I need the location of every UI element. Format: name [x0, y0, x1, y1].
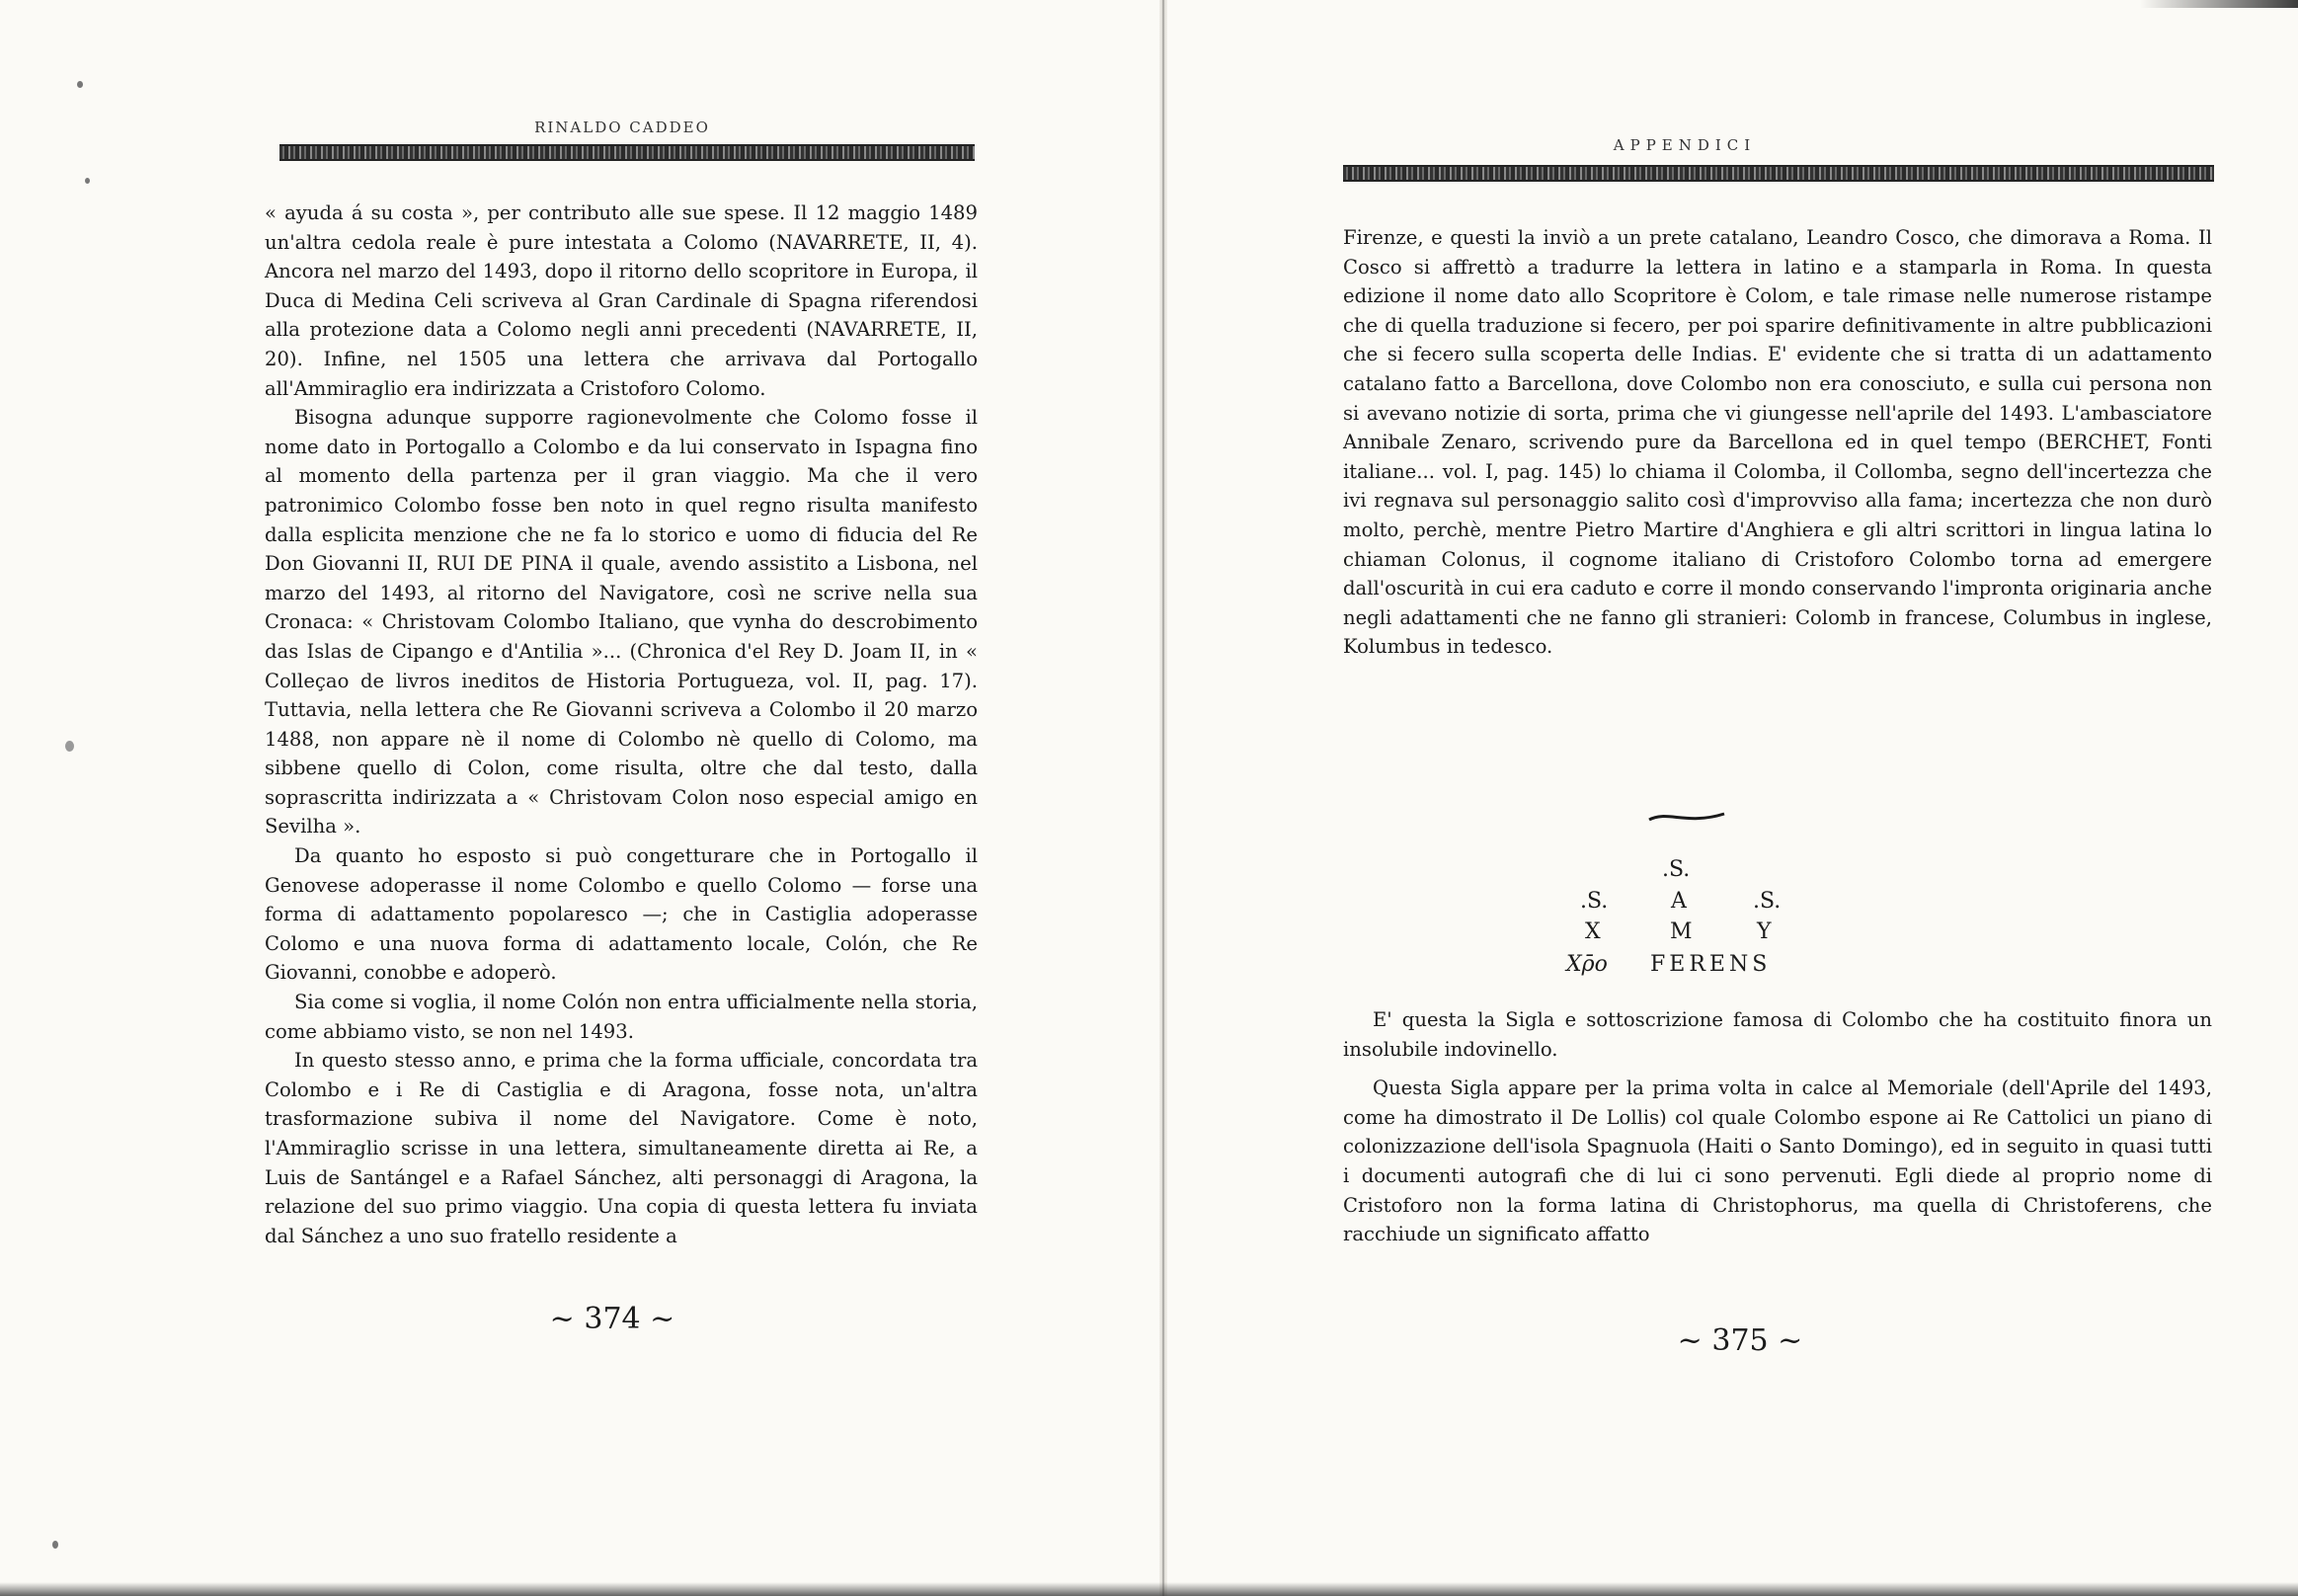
scan-speck	[65, 741, 74, 752]
left-running-head: RINALDO CADDEO	[534, 119, 710, 136]
sigla-cell: .S.	[1580, 889, 1609, 914]
right-body-text-lower	[1343, 1005, 2212, 1249]
right-paragraph: Questa Sigla appare per la prima volta in calce al Memoriale (dell'Aprile del 1493, come ha dimostrato il De Lollis) col quale Colombo espone ai Re Cattolici un piano di colonizzazione dell'isola Spagnuola (Haiti o Santo Domingo), ed in seguito in quasi tutti i documenti autografi che di lui ci sono pervenuti. Egli diede al proprio nome di Cristoforo non la forma latina di Christophorus, ma quella di Christoferens, che racchiude un significato affatto	[1343, 1077, 2212, 1246]
ornamental-swash	[1647, 808, 1726, 828]
gutter-fold-line	[1162, 0, 1164, 1596]
sigla-cell: X	[1585, 919, 1601, 944]
sigla-ferens: FERENS	[1650, 952, 1772, 977]
right-page	[1167, 0, 2298, 1596]
left-paragraph: Bisogna adunque supporre ragionevolmente che Colomo fosse il nome dato in Portogallo a Colombo e da lui conservato in Ispagna fino al momento della partenza per il gran viaggio. Ma che il vero patronimico Colombo fosse ben noto in quel regno risulta manifesto dalla esplicita menzione che ne fa lo storico e uomo di fiducia del Re Don Giovanni II, RUI DE PINA il quale, avendo assistito a Lisbona, nel marzo del 1493, al ritorno del Navigatore, così ne scrive nella sua Cronaca: « Christovam Colombo Italiano, que vynha do descrobimento das Islas de Cipango e d'Antilia »... (Chronica d'el Rey D. Joam II, in « Colleçao de livros ineditos de Historia Portugueza, vol. II, pag. 17). Tuttavia, nella lettera che Re Giovanni scriveva a Colombo il 20 marzo 1488, non appare nè il nome di Colombo nè quello di Colomo, ma sibbene quello di Colon, come risulta, oltre che dal testo, dalla soprascritta indirizzata a « Christovam Colon noso especial amigo en Sevilha ».	[265, 406, 978, 838]
scan-bottom-shadow	[0, 1582, 2298, 1596]
left-paragraph: Sia come si voglia, il nome Colón non entra ufficialmente nella storia, come abbiamo visto, se non nel 1493.	[265, 991, 978, 1043]
right-page-number: 375	[1711, 1323, 1769, 1358]
left-folio	[504, 1302, 721, 1336]
right-running-head: APPENDICI	[1613, 136, 1757, 154]
sigla-cell: M	[1670, 919, 1693, 944]
left-paragraph: In questo stesso anno, e prima che la forma ufficiale, concordata tra Colombo e i Re di Castiglia e di Aragona, fosse nota, un'altra trasformazione subiva il nome del Navigatore. Come è noto, l'Ammiraglio scrisse in una lettera, simultaneamente diretta ai Re, a Luis de Santángel e a Rafael Sánchez, alti personaggi di Aragona, la relazione del suo primo viaggio. Una copia di questa lettera fu inviata dal Sánchez a uno suo fratello residente a	[265, 1049, 978, 1247]
left-body-text	[265, 199, 978, 1250]
sigla-cell: Y	[1757, 919, 1772, 944]
sigla-row-4	[1531, 952, 1886, 982]
left-paragraph: « ayuda á su costa », per contributo alle sue spese. Il 12 maggio 1489 un'altra cedola reale è pure intestata a Colomo (NAVARRETE, II, 4). Ancora nel marzo del 1493, dopo il ritorno dello scopritore in Europa, il Duca di Medina Celi scriveva al Gran Cardinale di Spagna riferendosi alla protezione data a Colomo negli anni precedenti (NAVARRETE, II, 20). Infine, nel 1505 una lettera che arrivava dal Portogallo all'Ammiraglio era indirizzata a Cristoforo Colomo.	[265, 201, 978, 400]
right-folio	[1631, 1323, 1849, 1358]
scan-edge-shadow	[2140, 0, 2298, 8]
sigla-cell: A	[1671, 889, 1687, 914]
sigla-cell: .S.	[1753, 889, 1782, 914]
right-paragraph: E' questa la Sigla e sottoscrizione famosa di Colombo che ha costituito finora un insolubile indovinello.	[1343, 1008, 2212, 1061]
left-header-rule	[279, 144, 975, 161]
folio-dash-left: ~	[549, 1302, 585, 1336]
right-body-text	[1343, 223, 2212, 662]
folio-dash-left: ~	[1677, 1323, 1712, 1358]
left-paragraph: Da quanto ho esposto si può congetturare che in Portogallo il Genovese adoperasse il nome Colombo e quello Colomo — forse una forma di adattamento popolaresco —; che in Castiglia adoperasse Colomo e una nuova forma di adattamento locale, Colón, che Re Giovanni, conobbe e adoperò.	[265, 844, 978, 985]
sigla-top-s: .S.	[1662, 857, 1691, 882]
sigla-row-2	[1531, 889, 1886, 918]
right-paragraph: Firenze, e questi la inviò a un prete catalano, Leandro Cosco, che dimorava a Roma. Il Cosco si affrettò a tradurre la lettera in latino e a stamparla in Roma. In questa edizione il nome dato allo Scopritore è Colom, e tale rimase nelle numerose ristampe che di quella traduzione si fecero, per poi sparire definitivamente in altre pubblicazioni che si fecero sulla scoperta delle Indias. E' evidente che si tratta di un adattamento catalano fatto a Barcellona, dove Colombo non era conosciuto, e sulla cui persona non si avevano notizie di sorta, prima che vi giungesse nell'aprile del 1493. L'ambasciatore Annibale Zenaro, scrivendo pure da Barcellona ed in quel tempo (BERCHET, Fonti italiane... vol. I, pag. 145) lo chiama il Colomba, il Collomba, segno dell'incertezza che ivi regnava sul personaggio salito così d'improvviso alla fama; incertezza che non durò molto, perchè, mentre Pietro Martire d'Anghiera e gli altri scrittori in lingua latina lo chiaman Colonus, il cognome italiano di Cristoforo Colombo torna ad emergere dall'oscurità in cui era caduto e corre il mondo conservando l'impronta originaria anche negli adattamenti che ne fanno gli stranieri: Colomb in francese, Columbus in inglese, Kolumbus in tedesco.	[1343, 226, 2212, 659]
folio-dash-right: ~	[1768, 1323, 1803, 1358]
sigla-row-1	[1531, 857, 1886, 887]
left-page-number: 374	[584, 1302, 641, 1336]
scan-speck	[77, 81, 83, 88]
scan-speck	[85, 178, 90, 184]
sigla-row-3	[1531, 919, 1886, 949]
sigla-xpo: Χρ̄ο	[1566, 952, 1608, 977]
folio-dash-right: ~	[640, 1302, 675, 1336]
right-header-rule	[1343, 165, 2214, 182]
scan-speck	[52, 1541, 58, 1549]
